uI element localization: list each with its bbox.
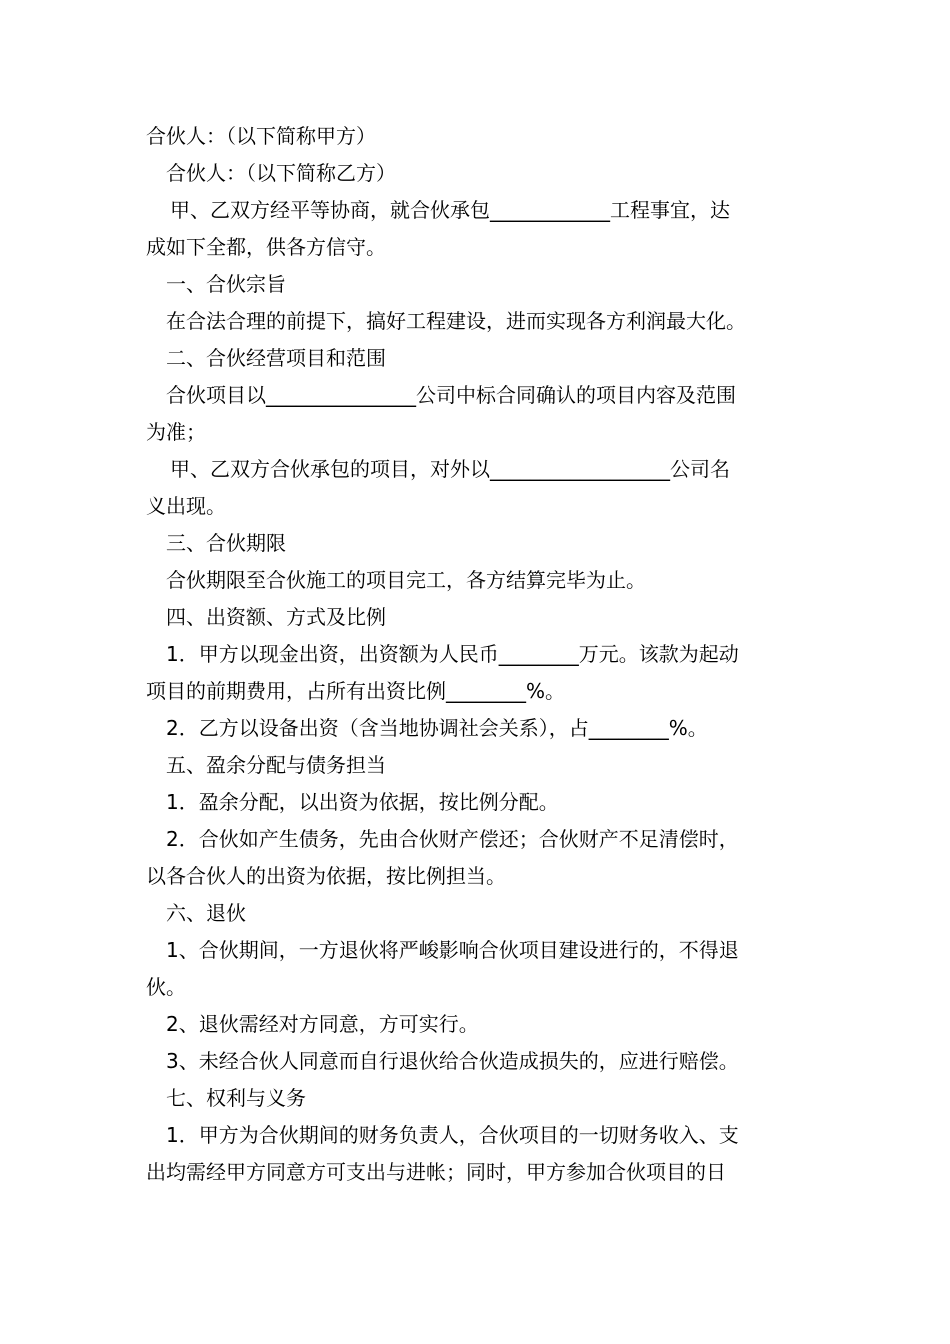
section-heading: 三、合伙期限 xyxy=(166,531,286,555)
text-line: 甲、乙双方经平等协商，就合伙承包____________工程事宜，达 xyxy=(170,198,730,222)
section-heading: 七、权利与义务 xyxy=(166,1086,306,1110)
section-heading: 五、盈余分配与债务担当 xyxy=(166,753,386,777)
text-line: 项目的前期费用，占所有出资比例________%。 xyxy=(146,679,566,703)
text-line: 合伙项目以_______________公司中标合同确认的项目内容及范围 xyxy=(166,383,736,407)
text-line: 成如下全都，供各方信守。 xyxy=(146,235,386,259)
text-line: 2．乙方以设备出资（含当地协调社会关系），占________%。 xyxy=(166,716,708,740)
text-line: 合伙期限至合伙施工的项目完工，各方结算完毕为止。 xyxy=(166,568,646,592)
text-line: 合伙人：（以下简称乙方） xyxy=(166,161,396,185)
text-line: 合伙人：（以下简称甲方） xyxy=(146,124,376,148)
text-line: 为准； xyxy=(146,420,206,444)
text-line: 1．盈余分配，以出资为依据，按比例分配。 xyxy=(166,790,559,814)
section-heading: 二、合伙经营项目和范围 xyxy=(166,346,386,370)
text-line: 出均需经甲方同意方可支出与进帐；同时，甲方参加合伙项目的日 xyxy=(146,1160,726,1184)
section-heading: 四、出资额、方式及比例 xyxy=(166,605,386,629)
text-line: 伙。 xyxy=(146,975,186,999)
text-line: 1．甲方为合伙期间的财务负责人，合伙项目的一切财务收入、支 xyxy=(166,1123,739,1147)
text-line: 2、退伙需经对方同意，方可实行。 xyxy=(166,1012,479,1036)
text-line: 在合法合理的前提下，搞好工程建设，进而实现各方利润最大化。 xyxy=(166,309,746,333)
section-heading: 六、退伙 xyxy=(166,901,246,925)
text-line: 甲、乙双方合伙承包的项目，对外以__________________公司名 xyxy=(170,457,730,481)
text-line: 2．合伙如产生债务，先由合伙财产偿还；合伙财产不足清偿时， xyxy=(166,827,739,851)
text-line: 1．甲方以现金出资，出资额为人民币________万元。该款为起动 xyxy=(166,642,739,666)
text-line: 3、未经合伙人同意而自行退伙给合伙造成损失的，应进行赔偿。 xyxy=(166,1049,739,1073)
text-line: 义出现。 xyxy=(146,494,226,518)
text-line: 1、合伙期间，一方退伙将严峻影响合伙项目建设进行的，不得退 xyxy=(166,938,739,962)
section-heading: 一、合伙宗旨 xyxy=(166,272,286,296)
text-line: 以各合伙人的出资为依据，按比例担当。 xyxy=(146,864,506,888)
document-body xyxy=(146,118,810,1191)
